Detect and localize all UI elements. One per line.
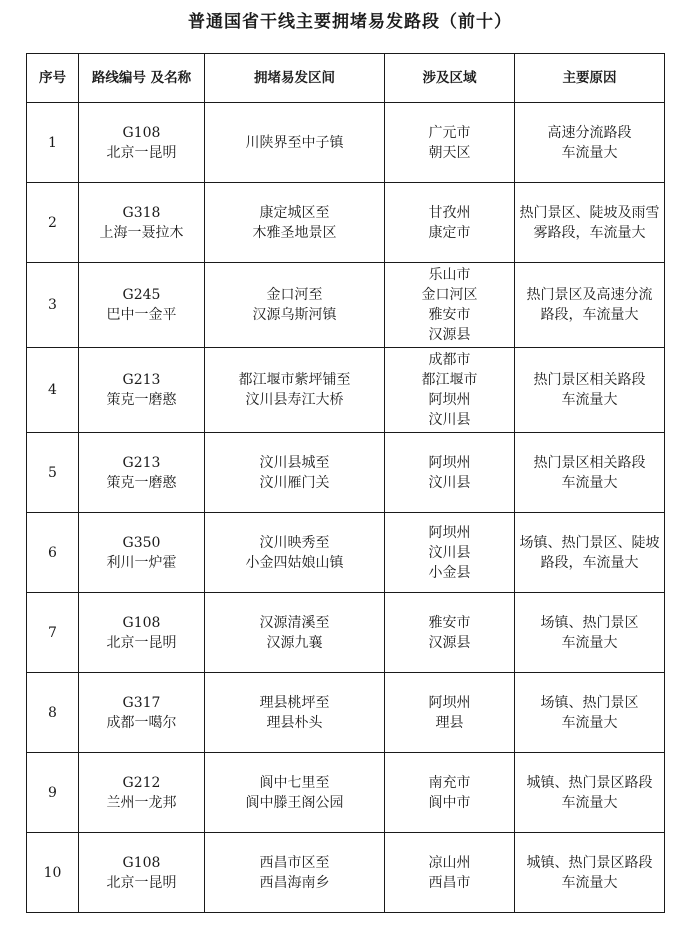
congestion-table [26,53,665,913]
row-reason: 热门景区相关路段 车流量大 [515,348,665,433]
row-area: 阿坝州 理县 [385,673,515,753]
row-area: 成都市 都江堰市 阿坝州 汶川县 [385,348,515,433]
row-reason: 场镇、热门景区、陡坡 路段，车流量大 [515,513,665,593]
row-area: 凉山州 西昌市 [385,833,515,913]
row-index: 7 [27,593,79,673]
row-route: G108 北京一昆明 [79,593,205,673]
row-reason: 场镇、热门景区 车流量大 [515,673,665,753]
row-reason: 城镇、热门景区路段 车流量大 [515,833,665,913]
table-row [27,348,665,433]
row-route: G108 北京一昆明 [79,103,205,183]
row-reason: 热门景区及高速分流 路段，车流量大 [515,263,665,348]
table-row [27,263,665,348]
row-area: 南充市 阆中市 [385,753,515,833]
row-index: 2 [27,183,79,263]
row-section: 汉源清溪至 汉源九襄 [205,593,385,673]
table-row [27,433,665,513]
row-index: 3 [27,263,79,348]
row-area: 雅安市 汉源县 [385,593,515,673]
table-row [27,753,665,833]
row-section: 金口河至 汉源乌斯河镇 [205,263,385,348]
row-index: 10 [27,833,79,913]
row-reason: 场镇、热门景区 车流量大 [515,593,665,673]
row-reason: 高速分流路段 车流量大 [515,103,665,183]
header-section: 拥堵易发区间 [205,54,385,103]
row-section: 汶川映秀至 小金四姑娘山镇 [205,513,385,593]
row-index: 9 [27,753,79,833]
row-area: 乐山市 金口河区 雅安市 汉源县 [385,263,515,348]
table-row [27,673,665,753]
row-route: G213 策克一磨憨 [79,348,205,433]
row-route: G350 利川一炉霍 [79,513,205,593]
table-row [27,833,665,913]
row-area: 甘孜州 康定市 [385,183,515,263]
header-route: 路线编号 及名称 [79,54,205,103]
row-section: 都江堰市紫坪铺至 汶川县寿江大桥 [205,348,385,433]
page-title: 普通国省干线主要拥堵易发路段（前十） [188,12,512,32]
row-index: 5 [27,433,79,513]
row-section: 理县桃坪至 理县朴头 [205,673,385,753]
row-reason: 热门景区、陡坡及雨雪 雾路段，车流量大 [515,183,665,263]
header-index: 序号 [27,54,79,103]
row-route: G108 北京一昆明 [79,833,205,913]
table-row [27,183,665,263]
row-route: G317 成都一噶尔 [79,673,205,753]
row-index: 1 [27,103,79,183]
table-header-row [27,54,665,103]
row-section: 阆中七里至 阆中滕王阁公园 [205,753,385,833]
row-index: 8 [27,673,79,753]
row-index: 6 [27,513,79,593]
row-route: G318 上海一聂拉木 [79,183,205,263]
header-reason: 主要原因 [515,54,665,103]
table-row [27,593,665,673]
header-area: 涉及区域 [385,54,515,103]
row-area: 广元市 朝天区 [385,103,515,183]
row-section: 西昌市区至 西昌海南乡 [205,833,385,913]
row-section: 汶川县城至 汶川雁门关 [205,433,385,513]
row-section: 川陕界至中子镇 [205,103,385,183]
row-area: 阿坝州 汶川县 小金县 [385,513,515,593]
row-route: G212 兰州一龙邦 [79,753,205,833]
row-route: G245 巴中一金平 [79,263,205,348]
row-index: 4 [27,348,79,433]
row-route: G213 策克一磨憨 [79,433,205,513]
row-area: 阿坝州 汶川县 [385,433,515,513]
row-reason: 热门景区相关路段 车流量大 [515,433,665,513]
row-reason: 城镇、热门景区路段 车流量大 [515,753,665,833]
table-row [27,103,665,183]
table-row [27,513,665,593]
row-section: 康定城区至 木雅圣地景区 [205,183,385,263]
